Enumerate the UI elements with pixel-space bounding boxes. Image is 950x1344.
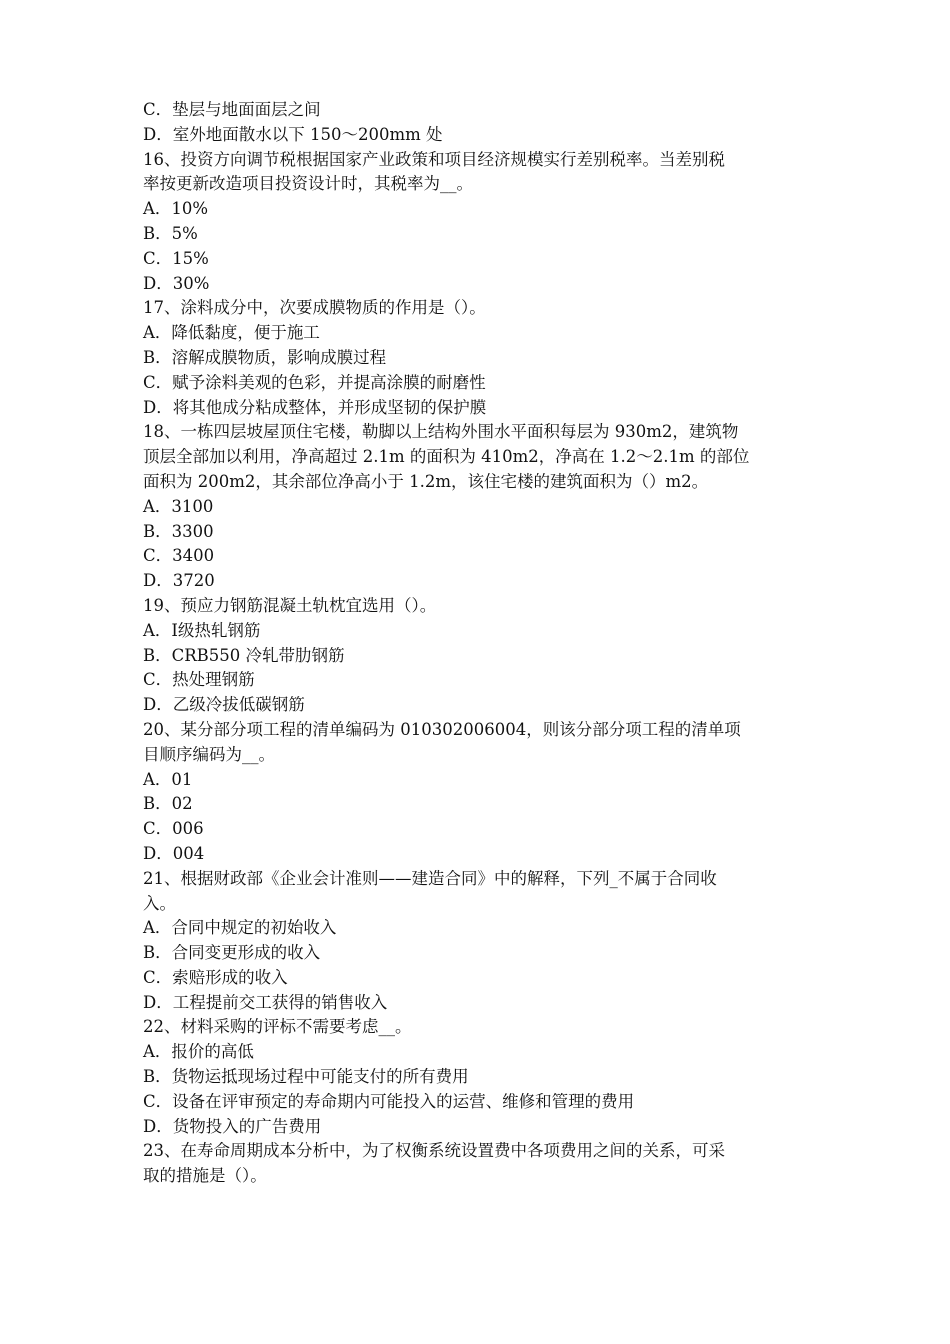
text-line: D．工程提前交工获得的销售收入	[143, 992, 388, 1012]
text-line: B．合同变更形成的收入	[143, 943, 321, 963]
text-line: 取的措施是（）。	[143, 1166, 267, 1186]
text-line: A．01	[143, 769, 193, 789]
text-line: B．货物运抵现场过程中可能支付的所有费用	[143, 1067, 469, 1087]
text-line: A．降低黏度，便于施工	[143, 323, 320, 343]
text-line: C．006	[143, 819, 204, 839]
text-line: 23、在寿命周期成本分析中，为了权衡系统设置费中各项费用之间的关系，可采	[143, 1141, 725, 1161]
text-line: 21、根据财政部《企业会计准则——建造合同》中的解释，下列_不属于合同收	[143, 868, 717, 888]
text-line: C．索赔形成的收入	[143, 967, 288, 987]
text-line: C．热处理钢筋	[143, 670, 255, 690]
text-line: D．004	[143, 843, 205, 863]
text-line: D．30%	[143, 273, 210, 293]
text-line: D．货物投入的广告费用	[143, 1116, 322, 1136]
text-line: B．CRB550 冷轧带肋钢筋	[143, 645, 345, 665]
text-line: C．15%	[143, 248, 209, 268]
text-line: A．3100	[143, 496, 214, 516]
text-line: D．将其他成分粘成整体，并形成坚韧的保护膜	[143, 397, 487, 417]
text-line: 入。	[143, 893, 176, 913]
text-line: B．溶解成膜物质，影响成膜过程	[143, 347, 387, 367]
text-line: 率按更新改造项目投资设计时，其税率为__。	[143, 174, 473, 194]
text-line: D．乙级冷拔低碳钢筋	[143, 695, 305, 715]
text-line: A．合同中规定的初始收入	[143, 918, 337, 938]
text-line: A．10%	[143, 199, 209, 219]
text-line: C．赋予涂料美观的色彩，并提高涂膜的耐磨性	[143, 372, 486, 392]
text-line: 顶层全部加以利用，净高超过 2.1m 的面积为 410m2，净高在 1.2～2.1m 的部位	[143, 447, 750, 467]
text-line: 22、材料采购的评标不需要考虑__。	[143, 1017, 412, 1037]
text-line: 18、一栋四层坡屋顶住宅楼，勒脚以上结构外围水平面积每层为 930m2，建筑物	[143, 422, 739, 442]
text-line: D．3720	[143, 571, 215, 591]
text-line: C．设备在评审预定的寿命期内可能投入的运营、维修和管理的费用	[143, 1091, 635, 1111]
text-line: 面积为 200m2，其余部位净高小于 1.2m，该住宅楼的建筑面积为（）m2。	[143, 471, 709, 491]
text-line: 19、预应力钢筋混凝土轨枕宜选用（）。	[143, 595, 437, 615]
text-line: A．报价的高低	[143, 1042, 254, 1062]
text-line: B．02	[143, 794, 193, 814]
text-line: 17、涂料成分中，次要成膜物质的作用是（）。	[143, 298, 486, 318]
text-line: 16、投资方向调节税根据国家产业政策和项目经济规模实行差别税率。当差别税	[143, 149, 725, 169]
text-line: B．5%	[143, 223, 198, 243]
text-line: 目顺序编码为__。	[143, 744, 275, 764]
document-body	[143, 98, 808, 1189]
text-line: B．3300	[143, 521, 214, 541]
text-line: D．室外地面散水以下 150～200mm 处	[143, 124, 443, 144]
text-line: 20、某分部分项工程的清单编码为 010302006004，则该分部分项工程的清单项	[143, 719, 741, 739]
text-line: C．垫层与地面面层之间	[143, 100, 321, 119]
text-line: C．3400	[143, 546, 215, 566]
text-line: A．Ⅰ级热轧钢筋	[143, 620, 261, 640]
